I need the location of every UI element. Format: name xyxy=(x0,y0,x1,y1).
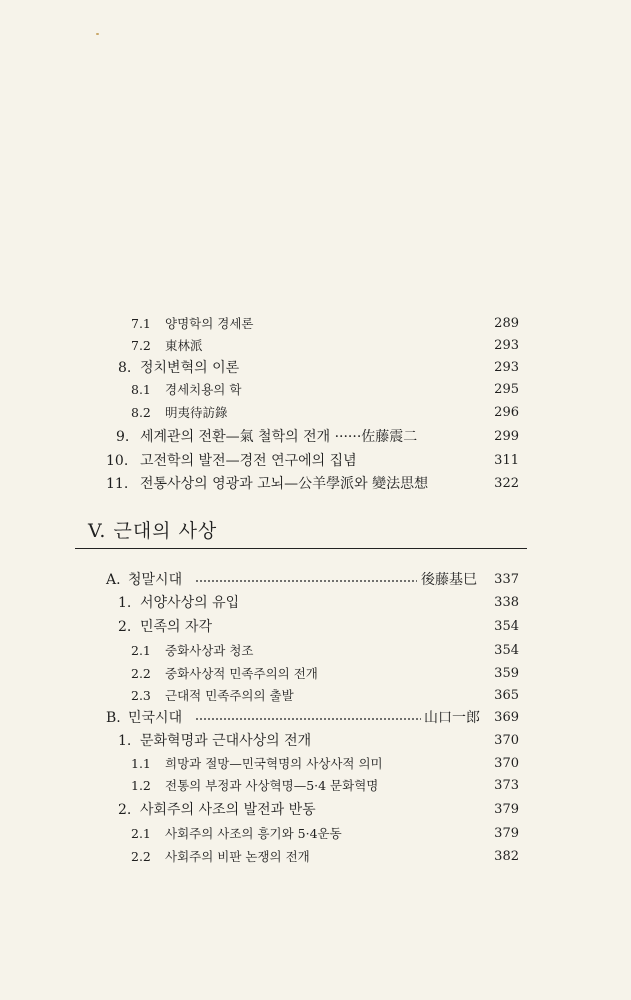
section-divider xyxy=(75,548,527,549)
toc-number: 1. xyxy=(118,595,132,611)
toc-author: 山口一郎 xyxy=(424,710,480,726)
toc-number: 8.1 xyxy=(131,382,151,397)
toc-title: 전통사상의 영광과 고뇌—公羊學派와 變法思想 xyxy=(140,476,429,492)
section-title: V. 근대의 사상 xyxy=(88,520,218,542)
leader-dots xyxy=(195,580,417,582)
toc-page: 337 xyxy=(494,572,519,587)
toc-number: 2.2 xyxy=(131,666,151,681)
toc-title: 청말시대 xyxy=(128,572,183,588)
toc-page: 370 xyxy=(494,756,519,771)
toc-title: 민국시대 xyxy=(128,710,183,726)
toc-number: 9. xyxy=(116,429,130,445)
toc-number: 7.1 xyxy=(131,316,151,331)
toc-title: 희망과 절망—민국혁명의 사상사적 의미 xyxy=(165,756,383,771)
toc-title: 東林派 xyxy=(165,338,203,353)
toc-number: A. xyxy=(106,572,121,588)
toc-number: 1. xyxy=(118,733,132,749)
toc-title: 문화혁명과 근대사상의 전개 xyxy=(140,733,312,749)
toc-page: 379 xyxy=(494,802,519,817)
paper-speck xyxy=(96,33,99,35)
toc-page: 373 xyxy=(494,778,519,793)
toc-title: 세계관의 전환—氣 철학의 전개 ······佐藤震二 xyxy=(140,429,418,445)
toc-page: 369 xyxy=(494,710,519,725)
toc-number: 2. xyxy=(118,802,132,818)
toc-title: 고전학의 발전—경전 연구에의 집념 xyxy=(140,453,357,469)
toc-number: 2.3 xyxy=(131,688,151,703)
toc-number: 1.1 xyxy=(131,756,151,771)
leader-dots xyxy=(195,718,421,720)
toc-page: 354 xyxy=(494,643,519,658)
toc-page: 296 xyxy=(494,405,519,420)
toc-title: 明夷待訪錄 xyxy=(165,405,228,420)
toc-number: 8. xyxy=(118,360,132,376)
toc-number: 7.2 xyxy=(131,338,151,353)
toc-page: 289 xyxy=(494,316,519,331)
toc-title: 사회주의 사조의 흥기와 5·4운동 xyxy=(165,826,342,841)
toc-page: 299 xyxy=(494,429,519,444)
toc-number: B. xyxy=(106,710,121,726)
toc-page: 322 xyxy=(494,476,519,491)
toc-page: 293 xyxy=(494,360,519,375)
toc-number: 10. xyxy=(106,453,129,469)
toc-title: 민족의 자각 xyxy=(140,619,213,635)
toc-title: 근대적 민족주의의 출발 xyxy=(165,688,294,703)
toc-title: 사회주의 비판 논쟁의 전개 xyxy=(165,849,310,864)
toc-number: 11. xyxy=(106,476,129,492)
toc-page: 365 xyxy=(494,688,519,703)
toc-title: 서양사상의 유입 xyxy=(140,595,240,611)
toc-page: 338 xyxy=(494,595,519,610)
toc-author: 後藤基巳 xyxy=(421,572,477,588)
toc-page: 379 xyxy=(494,826,519,841)
toc-page: 382 xyxy=(494,849,519,864)
toc-page: 295 xyxy=(494,382,519,397)
toc-page: 293 xyxy=(494,338,519,353)
toc-page: 311 xyxy=(494,453,519,468)
toc-number: 2. xyxy=(118,619,132,635)
toc-title: 전통의 부정과 사상혁명—5·4 문화혁명 xyxy=(165,778,379,793)
toc-number: 2.1 xyxy=(131,826,151,841)
toc-page: 370 xyxy=(494,733,519,748)
toc-title: 경세치용의 학 xyxy=(165,382,242,397)
toc-number: 2.2 xyxy=(131,849,151,864)
toc-title: 중화사상과 청조 xyxy=(165,643,254,658)
toc-title: 양명학의 경세론 xyxy=(165,316,254,331)
toc-page: 359 xyxy=(494,666,519,681)
toc-number: 1.2 xyxy=(131,778,151,793)
toc-page: 354 xyxy=(494,619,519,634)
toc-number: 2.1 xyxy=(131,643,151,658)
toc-title: 사회주의 사조의 발전과 반동 xyxy=(140,802,316,818)
toc-title: 중화사상적 민족주의의 전개 xyxy=(165,666,318,681)
toc-number: 8.2 xyxy=(131,405,151,420)
toc-title: 정치변혁의 이론 xyxy=(140,360,240,376)
